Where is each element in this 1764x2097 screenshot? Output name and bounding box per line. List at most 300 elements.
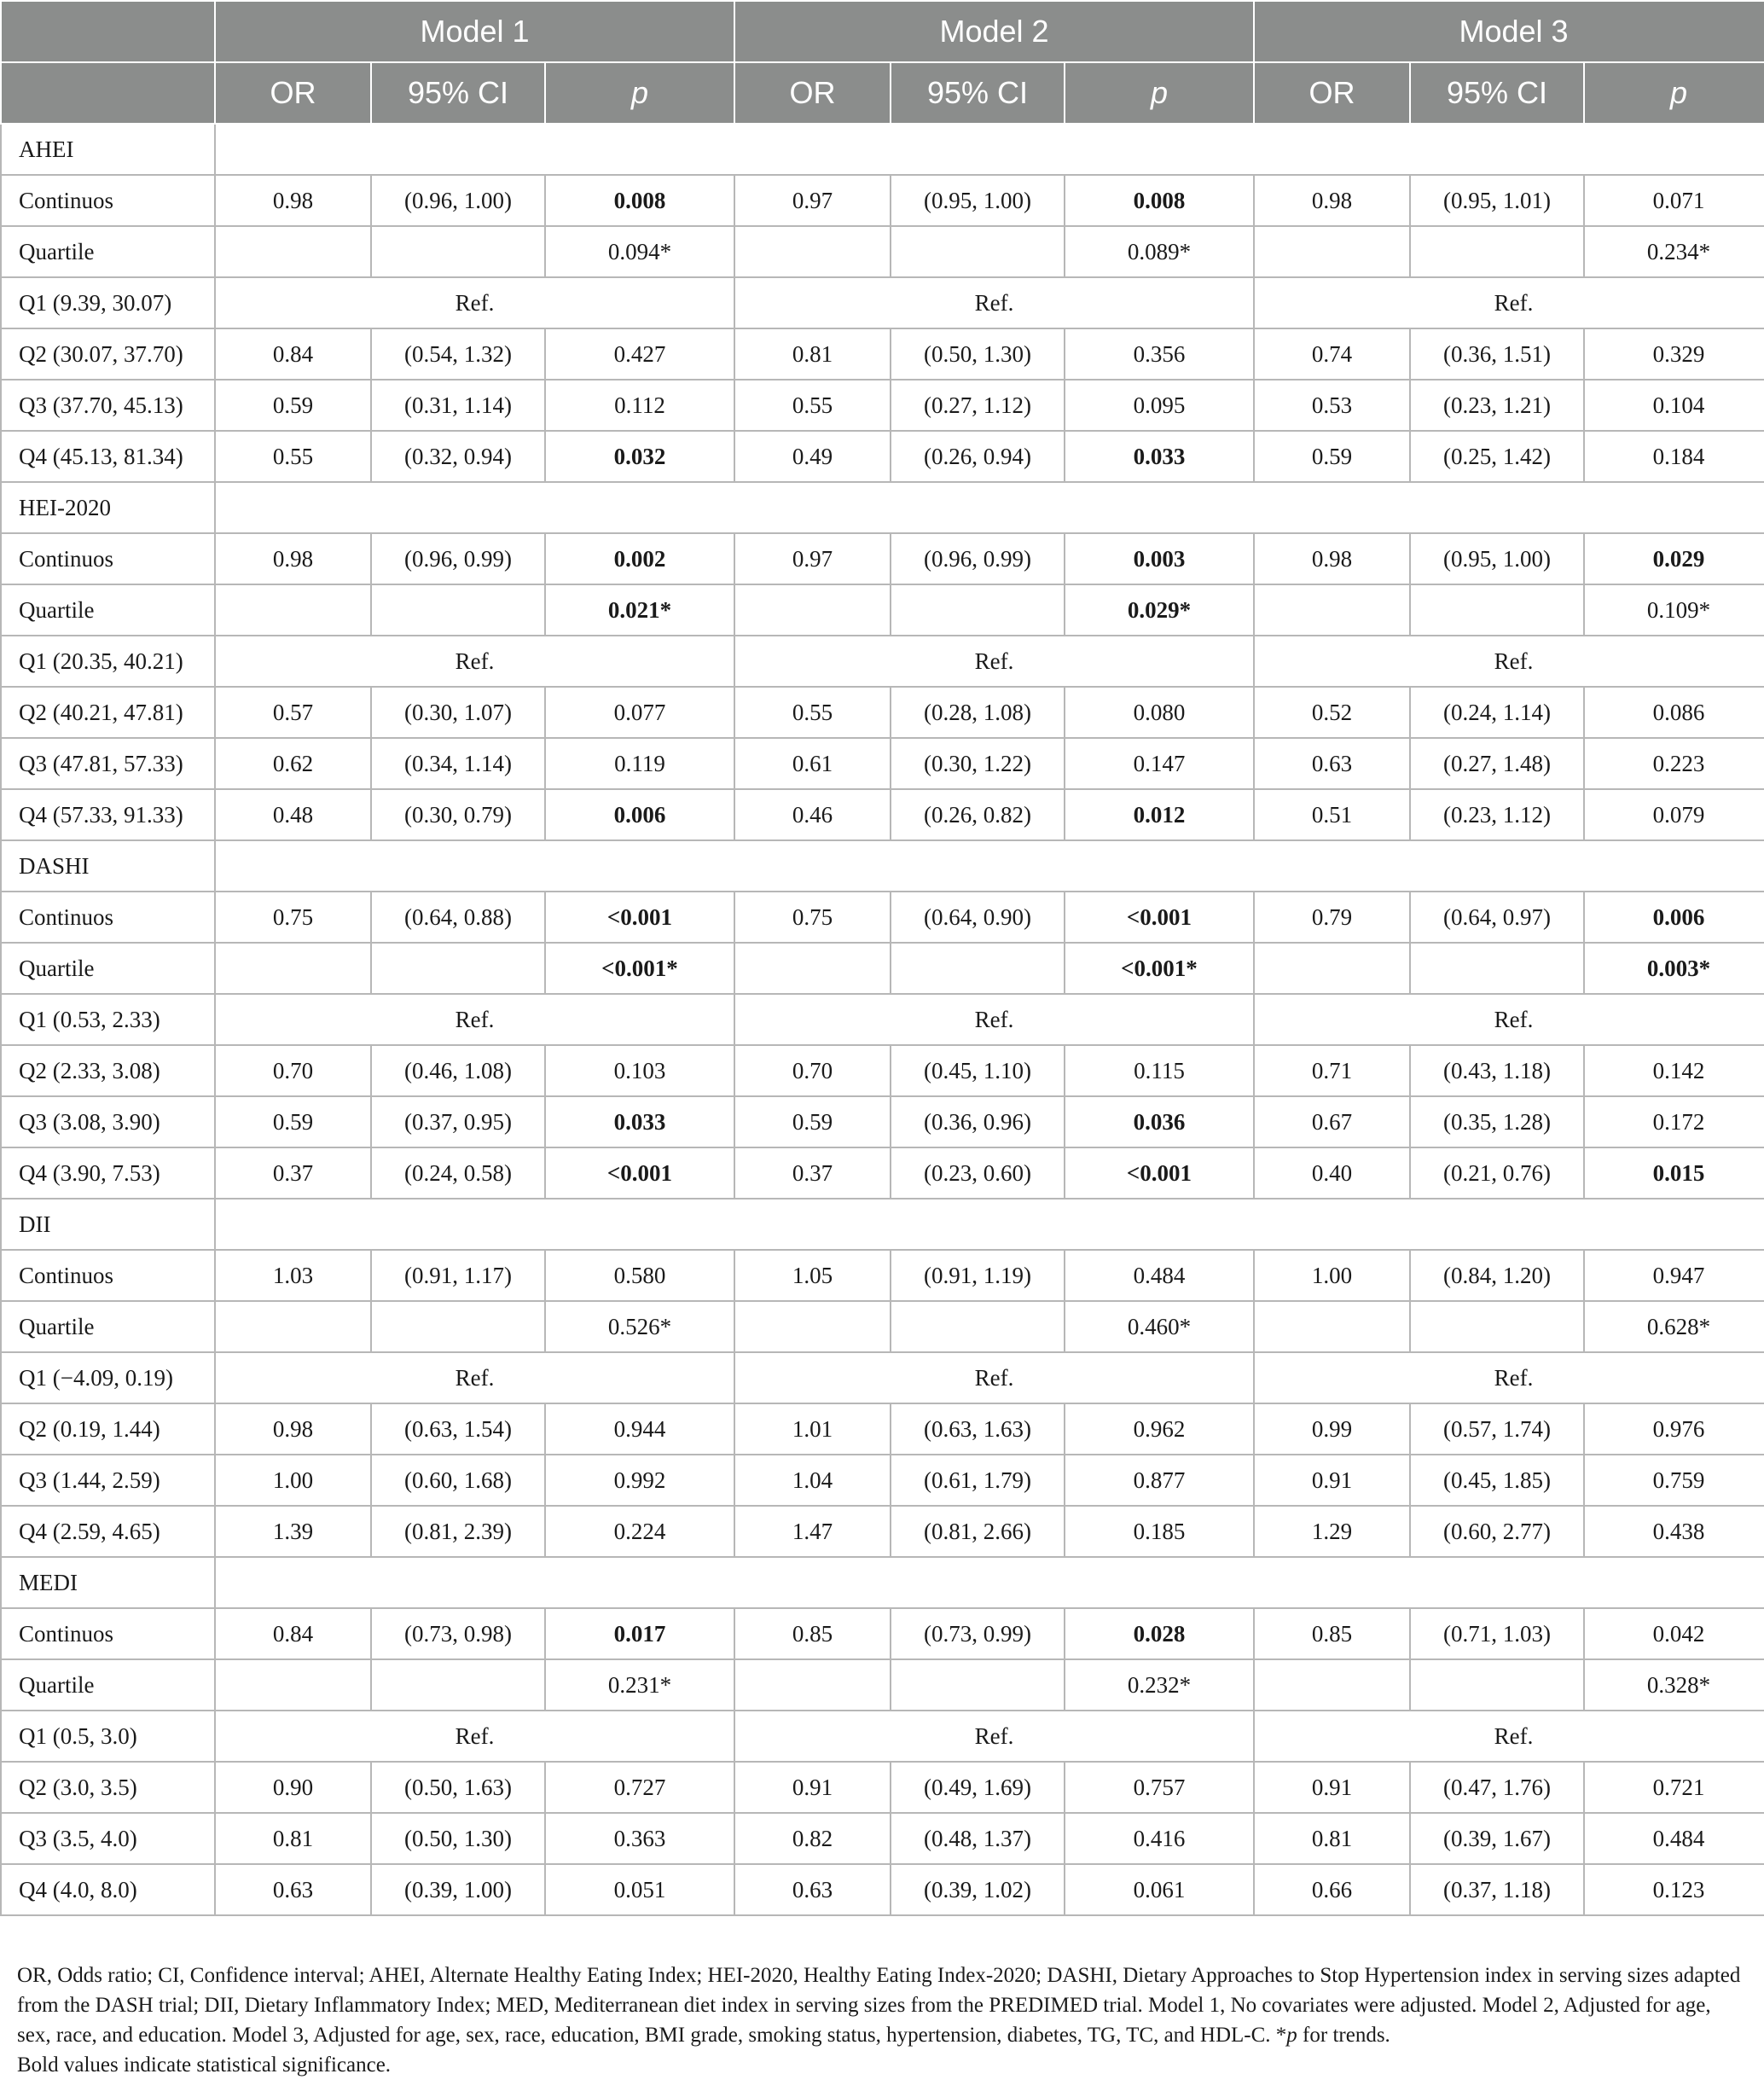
ci-cell: (0.96, 1.00) xyxy=(371,175,545,226)
ci-cell: (0.73, 0.99) xyxy=(891,1608,1065,1659)
p-cell: <0.001 xyxy=(545,892,734,943)
section-title: MEDI xyxy=(1,1557,215,1608)
table-row xyxy=(1,994,1764,1045)
ci-cell: (0.28, 1.08) xyxy=(891,687,1065,738)
ci-cell: (0.61, 1.79) xyxy=(891,1455,1065,1506)
p-cell: 0.185 xyxy=(1065,1506,1254,1557)
p-cell: 0.015 xyxy=(1584,1147,1764,1199)
row-label: Q1 (0.53, 2.33) xyxy=(1,994,215,1045)
or-cell: 0.63 xyxy=(215,1864,371,1915)
or-cell: 1.00 xyxy=(1254,1250,1410,1301)
table-row xyxy=(1,533,1764,584)
or-cell: 0.70 xyxy=(734,1045,891,1096)
row-label: Q1 (0.5, 3.0) xyxy=(1,1711,215,1762)
ci-cell: (0.30, 1.07) xyxy=(371,687,545,738)
ci-cell: (0.23, 0.60) xyxy=(891,1147,1065,1199)
ci-cell: (0.95, 1.00) xyxy=(891,175,1065,226)
ci-cell xyxy=(891,226,1065,277)
ci-cell: (0.26, 0.82) xyxy=(891,789,1065,840)
ci-cell: (0.91, 1.19) xyxy=(891,1250,1065,1301)
or-cell: 0.74 xyxy=(1254,328,1410,380)
ref-cell: Ref. xyxy=(734,1711,1254,1762)
ci-cell xyxy=(1410,943,1584,994)
p-cell: 0.012 xyxy=(1065,789,1254,840)
or-cell: 1.39 xyxy=(215,1506,371,1557)
ref-cell: Ref. xyxy=(215,636,734,687)
header-corner-lower xyxy=(1,62,215,124)
p-header: p xyxy=(1065,62,1254,124)
ci-header: 95% CI xyxy=(371,62,545,124)
ci-cell: (0.30, 1.22) xyxy=(891,738,1065,789)
ci-cell xyxy=(371,226,545,277)
or-cell: 0.98 xyxy=(215,175,371,226)
table-row xyxy=(1,1455,1764,1506)
ref-cell: Ref. xyxy=(1254,277,1764,328)
or-cell: 0.63 xyxy=(734,1864,891,1915)
section-row-ahei xyxy=(1,124,1764,175)
row-label: Q2 (30.07, 37.70) xyxy=(1,328,215,380)
ci-cell: (0.27, 1.48) xyxy=(1410,738,1584,789)
or-cell: 0.90 xyxy=(215,1762,371,1813)
or-cell: 0.57 xyxy=(215,687,371,738)
ref-cell: Ref. xyxy=(215,994,734,1045)
table-row xyxy=(1,1506,1764,1557)
row-label: Q1 (9.39, 30.07) xyxy=(1,277,215,328)
ci-cell xyxy=(371,584,545,636)
p-cell: 0.142 xyxy=(1584,1045,1764,1096)
ci-cell: (0.73, 0.98) xyxy=(371,1608,545,1659)
p-cell: 0.112 xyxy=(545,380,734,431)
ci-cell: (0.26, 0.94) xyxy=(891,431,1065,482)
row-label: Q3 (37.70, 45.13) xyxy=(1,380,215,431)
p-cell: 0.029* xyxy=(1065,584,1254,636)
table-row xyxy=(1,892,1764,943)
ci-cell: (0.63, 1.63) xyxy=(891,1403,1065,1455)
or-cell: 0.59 xyxy=(215,380,371,431)
p-cell: 0.086 xyxy=(1584,687,1764,738)
or-cell: 0.66 xyxy=(1254,1864,1410,1915)
ci-cell: (0.49, 1.69) xyxy=(891,1762,1065,1813)
p-cell: 0.438 xyxy=(1584,1506,1764,1557)
row-label: Q3 (3.08, 3.90) xyxy=(1,1096,215,1147)
table-row xyxy=(1,1301,1764,1352)
ref-cell: Ref. xyxy=(734,1352,1254,1403)
ci-cell: (0.48, 1.37) xyxy=(891,1813,1065,1864)
ci-cell xyxy=(371,1659,545,1711)
table-row xyxy=(1,1711,1764,1762)
table-row xyxy=(1,943,1764,994)
ci-cell: (0.35, 1.28) xyxy=(1410,1096,1584,1147)
p-cell: <0.001 xyxy=(1065,1147,1254,1199)
table-header xyxy=(1,1,1764,124)
p-cell: 0.484 xyxy=(1584,1813,1764,1864)
ref-cell: Ref. xyxy=(1254,636,1764,687)
or-cell xyxy=(215,1301,371,1352)
or-cell: 0.81 xyxy=(1254,1813,1410,1864)
or-cell xyxy=(1254,943,1410,994)
table-row xyxy=(1,738,1764,789)
or-cell xyxy=(1254,584,1410,636)
ci-cell: (0.36, 0.96) xyxy=(891,1096,1065,1147)
p-cell: 0.061 xyxy=(1065,1864,1254,1915)
or-cell: 1.01 xyxy=(734,1403,891,1455)
row-label: Q2 (3.0, 3.5) xyxy=(1,1762,215,1813)
or-cell: 0.40 xyxy=(1254,1147,1410,1199)
row-label: Q1 (20.35, 40.21) xyxy=(1,636,215,687)
table-row xyxy=(1,687,1764,738)
p-cell: 0.992 xyxy=(545,1455,734,1506)
or-cell: 0.51 xyxy=(1254,789,1410,840)
p-cell: 0.028 xyxy=(1065,1608,1254,1659)
section-row-dashi xyxy=(1,840,1764,892)
ci-cell xyxy=(1410,1659,1584,1711)
p-cell: 0.119 xyxy=(545,738,734,789)
ci-cell: (0.60, 2.77) xyxy=(1410,1506,1584,1557)
p-cell: 0.029 xyxy=(1584,533,1764,584)
ci-cell: (0.31, 1.14) xyxy=(371,380,545,431)
ci-cell: (0.34, 1.14) xyxy=(371,738,545,789)
p-cell: 0.580 xyxy=(545,1250,734,1301)
ci-cell: (0.37, 0.95) xyxy=(371,1096,545,1147)
footnote-bold-note: Bold values indicate statistical significance. xyxy=(17,2053,392,2077)
or-cell xyxy=(734,584,891,636)
row-label: Q4 (3.90, 7.53) xyxy=(1,1147,215,1199)
p-cell: 0.008 xyxy=(545,175,734,226)
or-cell: 0.62 xyxy=(215,738,371,789)
p-cell: 0.628* xyxy=(1584,1301,1764,1352)
p-cell: 0.032 xyxy=(545,431,734,482)
ci-cell: (0.24, 1.14) xyxy=(1410,687,1584,738)
row-label: Q4 (4.0, 8.0) xyxy=(1,1864,215,1915)
row-label: Q3 (3.5, 4.0) xyxy=(1,1813,215,1864)
row-label: Continuos xyxy=(1,1250,215,1301)
ci-cell: (0.54, 1.32) xyxy=(371,328,545,380)
ci-cell: (0.71, 1.03) xyxy=(1410,1608,1584,1659)
p-cell: 0.976 xyxy=(1584,1403,1764,1455)
p-cell: 0.109* xyxy=(1584,584,1764,636)
row-label: Q2 (2.33, 3.08) xyxy=(1,1045,215,1096)
or-cell: 0.98 xyxy=(215,533,371,584)
or-header: OR xyxy=(215,62,371,124)
section-row-dii xyxy=(1,1199,1764,1250)
p-cell: <0.001 xyxy=(545,1147,734,1199)
ci-cell: (0.45, 1.85) xyxy=(1410,1455,1584,1506)
table-row xyxy=(1,277,1764,328)
ci-cell: (0.47, 1.76) xyxy=(1410,1762,1584,1813)
or-cell: 0.81 xyxy=(734,328,891,380)
ci-cell: (0.23, 1.21) xyxy=(1410,380,1584,431)
section-empty-cell xyxy=(215,482,1764,533)
p-cell: 0.172 xyxy=(1584,1096,1764,1147)
or-cell: 0.98 xyxy=(215,1403,371,1455)
ci-cell xyxy=(891,584,1065,636)
p-cell: 0.147 xyxy=(1065,738,1254,789)
p-cell: 0.017 xyxy=(545,1608,734,1659)
or-cell: 0.98 xyxy=(1254,533,1410,584)
ci-cell xyxy=(891,1659,1065,1711)
or-cell: 0.91 xyxy=(734,1762,891,1813)
section-row-medi xyxy=(1,1557,1764,1608)
p-cell: 0.042 xyxy=(1584,1608,1764,1659)
or-cell: 0.85 xyxy=(734,1608,891,1659)
ci-cell: (0.36, 1.51) xyxy=(1410,328,1584,380)
ci-cell: (0.39, 1.00) xyxy=(371,1864,545,1915)
or-cell: 0.37 xyxy=(215,1147,371,1199)
table-row xyxy=(1,1352,1764,1403)
p-cell: 0.484 xyxy=(1065,1250,1254,1301)
or-cell xyxy=(734,943,891,994)
section-title: DASHI xyxy=(1,840,215,892)
table-row xyxy=(1,1813,1764,1864)
or-cell: 0.52 xyxy=(1254,687,1410,738)
ref-cell: Ref. xyxy=(215,1352,734,1403)
or-cell: 0.61 xyxy=(734,738,891,789)
footnote-text-2: for trends. xyxy=(1297,2024,1390,2047)
or-cell xyxy=(215,584,371,636)
or-cell: 0.98 xyxy=(1254,175,1410,226)
or-cell: 0.99 xyxy=(1254,1403,1410,1455)
or-header: OR xyxy=(734,62,891,124)
or-cell: 0.85 xyxy=(1254,1608,1410,1659)
p-cell: <0.001* xyxy=(1065,943,1254,994)
ci-cell: (0.37, 1.18) xyxy=(1410,1864,1584,1915)
ci-cell: (0.64, 0.90) xyxy=(891,892,1065,943)
section-title: HEI-2020 xyxy=(1,482,215,533)
p-cell: 0.089* xyxy=(1065,226,1254,277)
p-cell: 0.231* xyxy=(545,1659,734,1711)
section-title: DII xyxy=(1,1199,215,1250)
or-header: OR xyxy=(1254,62,1410,124)
ci-cell: (0.30, 0.79) xyxy=(371,789,545,840)
ci-cell xyxy=(1410,226,1584,277)
ci-cell: (0.57, 1.74) xyxy=(1410,1403,1584,1455)
section-empty-cell xyxy=(215,1199,1764,1250)
or-cell xyxy=(215,1659,371,1711)
or-cell: 0.59 xyxy=(734,1096,891,1147)
p-cell: 0.036 xyxy=(1065,1096,1254,1147)
ci-cell: (0.60, 1.68) xyxy=(371,1455,545,1506)
ci-cell: (0.25, 1.42) xyxy=(1410,431,1584,482)
ref-cell: Ref. xyxy=(215,1711,734,1762)
or-cell: 0.79 xyxy=(1254,892,1410,943)
or-cell: 1.00 xyxy=(215,1455,371,1506)
row-label: Continuos xyxy=(1,533,215,584)
ci-cell: (0.91, 1.17) xyxy=(371,1250,545,1301)
p-cell: 0.356 xyxy=(1065,328,1254,380)
table-row xyxy=(1,226,1764,277)
ci-cell: (0.23, 1.12) xyxy=(1410,789,1584,840)
p-cell: <0.001 xyxy=(1065,892,1254,943)
table-row xyxy=(1,1403,1764,1455)
p-cell: 0.759 xyxy=(1584,1455,1764,1506)
p-cell: 0.526* xyxy=(545,1301,734,1352)
row-label: Quartile xyxy=(1,584,215,636)
table-row xyxy=(1,1147,1764,1199)
p-cell: 0.947 xyxy=(1584,1250,1764,1301)
row-label: Continuos xyxy=(1,175,215,226)
or-cell: 0.59 xyxy=(1254,431,1410,482)
p-cell: 0.224 xyxy=(545,1506,734,1557)
or-cell: 0.70 xyxy=(215,1045,371,1096)
p-cell: 0.080 xyxy=(1065,687,1254,738)
footnote-italic-p: p xyxy=(1286,2024,1297,2047)
or-cell: 0.97 xyxy=(734,175,891,226)
table-row xyxy=(1,1250,1764,1301)
p-cell: 0.223 xyxy=(1584,738,1764,789)
p-cell: 0.071 xyxy=(1584,175,1764,226)
ci-cell: (0.96, 0.99) xyxy=(371,533,545,584)
or-cell xyxy=(215,943,371,994)
row-label: Quartile xyxy=(1,1659,215,1711)
p-cell: 0.416 xyxy=(1065,1813,1254,1864)
or-cell: 0.97 xyxy=(734,533,891,584)
or-cell: 0.81 xyxy=(215,1813,371,1864)
section-empty-cell xyxy=(215,124,1764,175)
table-row xyxy=(1,584,1764,636)
or-cell xyxy=(1254,1659,1410,1711)
ci-header: 95% CI xyxy=(1410,62,1584,124)
p-cell: 0.077 xyxy=(545,687,734,738)
p-header: p xyxy=(1584,62,1764,124)
ref-cell: Ref. xyxy=(1254,1711,1764,1762)
p-cell: 0.234* xyxy=(1584,226,1764,277)
p-cell: 0.944 xyxy=(545,1403,734,1455)
table-row xyxy=(1,1864,1764,1915)
p-header: p xyxy=(545,62,734,124)
ci-header: 95% CI xyxy=(891,62,1065,124)
or-cell xyxy=(1254,226,1410,277)
or-cell xyxy=(215,226,371,277)
row-label: Q2 (0.19, 1.44) xyxy=(1,1403,215,1455)
ci-cell xyxy=(1410,584,1584,636)
p-cell: 0.757 xyxy=(1065,1762,1254,1813)
model-1-header: Model 1 xyxy=(215,1,734,62)
row-label: Q4 (45.13, 81.34) xyxy=(1,431,215,482)
p-cell: 0.115 xyxy=(1065,1045,1254,1096)
or-cell: 1.05 xyxy=(734,1250,891,1301)
or-cell: 0.53 xyxy=(1254,380,1410,431)
header-corner xyxy=(1,1,215,62)
table-row xyxy=(1,1608,1764,1659)
or-cell: 0.71 xyxy=(1254,1045,1410,1096)
row-label: Q2 (40.21, 47.81) xyxy=(1,687,215,738)
table-row xyxy=(1,1045,1764,1096)
p-cell: 0.051 xyxy=(545,1864,734,1915)
ci-cell: (0.45, 1.10) xyxy=(891,1045,1065,1096)
p-cell: 0.103 xyxy=(545,1045,734,1096)
ci-cell: (0.24, 0.58) xyxy=(371,1147,545,1199)
or-cell: 0.37 xyxy=(734,1147,891,1199)
ci-cell: (0.84, 1.20) xyxy=(1410,1250,1584,1301)
or-cell: 0.63 xyxy=(1254,738,1410,789)
ref-cell: Ref. xyxy=(734,277,1254,328)
p-cell: 0.721 xyxy=(1584,1762,1764,1813)
row-label: Quartile xyxy=(1,226,215,277)
p-cell: 0.079 xyxy=(1584,789,1764,840)
p-cell: 0.962 xyxy=(1065,1403,1254,1455)
or-cell: 1.04 xyxy=(734,1455,891,1506)
or-cell: 0.48 xyxy=(215,789,371,840)
row-label: Q3 (1.44, 2.59) xyxy=(1,1455,215,1506)
or-cell: 0.59 xyxy=(215,1096,371,1147)
ci-cell xyxy=(891,1301,1065,1352)
row-label: Q4 (57.33, 91.33) xyxy=(1,789,215,840)
ci-cell: (0.64, 0.88) xyxy=(371,892,545,943)
ci-cell: (0.21, 0.76) xyxy=(1410,1147,1584,1199)
p-cell: 0.033 xyxy=(1065,431,1254,482)
p-cell: 0.123 xyxy=(1584,1864,1764,1915)
p-cell: 0.006 xyxy=(1584,892,1764,943)
ci-cell: (0.39, 1.67) xyxy=(1410,1813,1584,1864)
ref-cell: Ref. xyxy=(734,994,1254,1045)
or-cell: 0.46 xyxy=(734,789,891,840)
ci-cell: (0.81, 2.66) xyxy=(891,1506,1065,1557)
or-cell: 1.29 xyxy=(1254,1506,1410,1557)
table-row xyxy=(1,636,1764,687)
ref-cell: Ref. xyxy=(1254,994,1764,1045)
p-cell: 0.363 xyxy=(545,1813,734,1864)
or-cell: 0.55 xyxy=(215,431,371,482)
ci-cell: (0.96, 0.99) xyxy=(891,533,1065,584)
or-cell xyxy=(1254,1301,1410,1352)
ci-cell: (0.63, 1.54) xyxy=(371,1403,545,1455)
ci-cell: (0.32, 0.94) xyxy=(371,431,545,482)
table-row xyxy=(1,789,1764,840)
or-cell: 0.84 xyxy=(215,1608,371,1659)
ci-cell: (0.50, 1.63) xyxy=(371,1762,545,1813)
p-cell: 0.003* xyxy=(1584,943,1764,994)
p-cell: 0.184 xyxy=(1584,431,1764,482)
ci-cell xyxy=(371,943,545,994)
p-cell: 0.460* xyxy=(1065,1301,1254,1352)
or-cell xyxy=(734,1659,891,1711)
or-cell: 1.03 xyxy=(215,1250,371,1301)
row-label: Q3 (47.81, 57.33) xyxy=(1,738,215,789)
p-cell: 0.329 xyxy=(1584,328,1764,380)
table-row xyxy=(1,1762,1764,1813)
p-cell: 0.232* xyxy=(1065,1659,1254,1711)
ci-cell: (0.81, 2.39) xyxy=(371,1506,545,1557)
ci-cell: (0.43, 1.18) xyxy=(1410,1045,1584,1096)
or-cell: 0.91 xyxy=(1254,1762,1410,1813)
p-cell: 0.006 xyxy=(545,789,734,840)
ci-cell: (0.27, 1.12) xyxy=(891,380,1065,431)
or-cell: 1.47 xyxy=(734,1506,891,1557)
p-cell: 0.094* xyxy=(545,226,734,277)
section-empty-cell xyxy=(215,1557,1764,1608)
row-label: Q4 (2.59, 4.65) xyxy=(1,1506,215,1557)
ci-cell xyxy=(371,1301,545,1352)
section-row-hei-2020 xyxy=(1,482,1764,533)
table-row xyxy=(1,328,1764,380)
p-cell: 0.427 xyxy=(545,328,734,380)
p-cell: 0.002 xyxy=(545,533,734,584)
ci-cell: (0.64, 0.97) xyxy=(1410,892,1584,943)
table-row xyxy=(1,1096,1764,1147)
p-cell: 0.727 xyxy=(545,1762,734,1813)
or-cell: 0.67 xyxy=(1254,1096,1410,1147)
table-row xyxy=(1,431,1764,482)
p-cell: 0.877 xyxy=(1065,1455,1254,1506)
or-cell xyxy=(734,1301,891,1352)
or-cell: 0.82 xyxy=(734,1813,891,1864)
section-title: AHEI xyxy=(1,124,215,175)
p-cell: 0.104 xyxy=(1584,380,1764,431)
p-cell: 0.003 xyxy=(1065,533,1254,584)
p-cell: <0.001* xyxy=(545,943,734,994)
ci-cell: (0.95, 1.00) xyxy=(1410,533,1584,584)
or-cell: 0.55 xyxy=(734,687,891,738)
